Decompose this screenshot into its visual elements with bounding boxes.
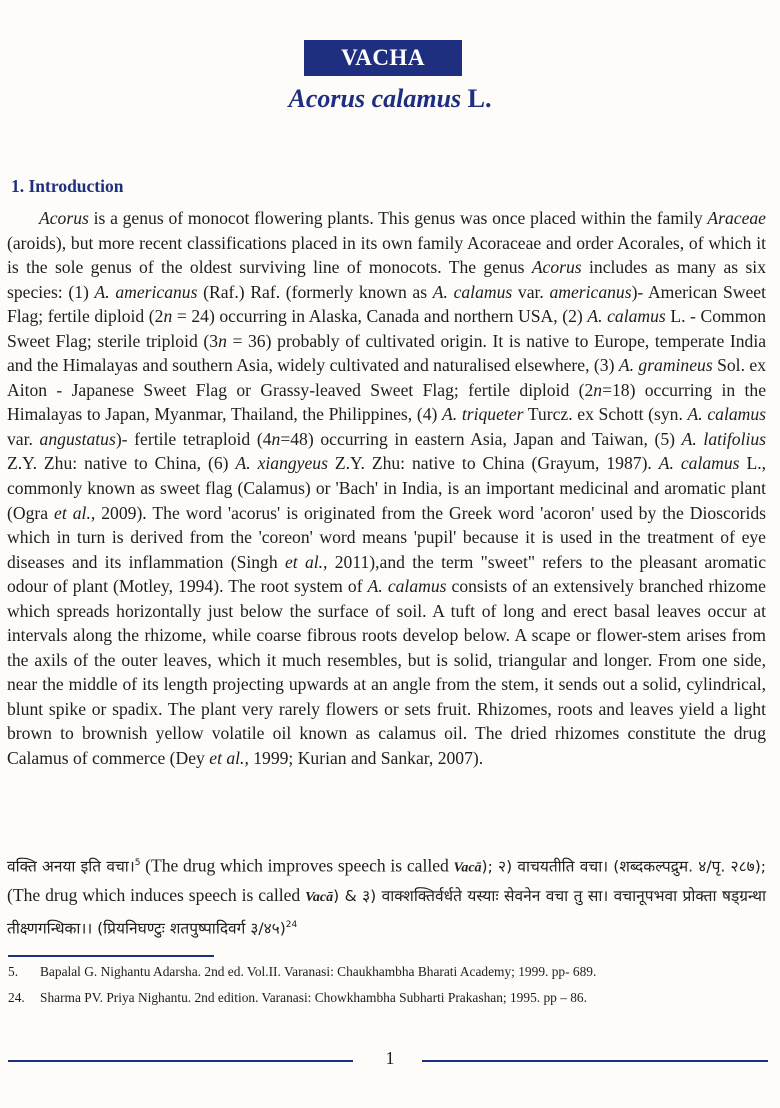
text-run: A. calamus	[687, 404, 767, 425]
botanical-name	[0, 84, 780, 114]
footnote-number: 5.	[8, 964, 19, 979]
text-run: Z.Y. Zhu: native to China (Grayum, 1987).	[327, 453, 659, 474]
text-run: A. calamus	[367, 576, 447, 597]
footnote-ref: 24	[285, 919, 298, 930]
text-run: Vacā	[305, 890, 334, 906]
text-run: Acorus	[531, 257, 582, 278]
text-run: =18) occurring in the Himalayas to Japan, Myanmar, Thailand, the Philippines, (4)	[7, 379, 766, 425]
text-run: L., commonly known as sweet flag (Calamus) or 'Bach' in India, is an important medicinal and aromatic plant (Ogra	[7, 453, 767, 523]
text-run: n	[163, 306, 173, 327]
botanical-genus: Acorus calamus	[288, 84, 462, 113]
text-run: et al.,	[209, 748, 249, 769]
text-run: A. latifolius	[681, 428, 766, 449]
text-run: L. - Common Sweet Flag; sterile triploid (3	[7, 306, 766, 351]
text-run: 2011),and the term "sweet" refers to the pleasant aromatic odour of plant (Motley, 1994). The root system of	[7, 551, 767, 597]
page-number: 1	[385, 1048, 395, 1068]
text-run: Turcz. ex Schott (syn.	[523, 404, 688, 425]
text-run: A. calamus	[658, 453, 740, 474]
page-title: VACHA	[341, 45, 425, 70]
footnote-ref: 5	[134, 858, 141, 868]
text-run: =48) occurring in eastern Asia, Japan and Taiwan, (5)	[280, 428, 682, 449]
text-run: n	[271, 428, 281, 449]
text-run: A. triqueter	[442, 404, 524, 425]
text-run: is a genus of monocot flowering plants. This genus was once placed within the family	[88, 208, 708, 228]
text-run: )- fertile tetraploid (4	[115, 428, 272, 449]
text-run: A. calamus	[587, 306, 666, 327]
text-run: n	[593, 379, 603, 400]
text-run: angustatus	[39, 428, 116, 449]
text-run: includes as many as six species: (1)	[7, 257, 766, 302]
text-run: (The drug which improves speech is called	[140, 855, 454, 876]
sanskrit-verse-paragraph	[7, 850, 766, 942]
text-run: americanus	[549, 281, 632, 302]
text-run: A. calamus	[432, 281, 513, 302]
text-run: = 36) probably of cultivated origin. It is native to Europe, temperate India and the Himalayas and southern Asia, widely cultivated and naturalised elsewhere, (3)	[7, 330, 767, 376]
text-run: 2009). The word 'acorus' is originated from the Greek word 'acoron' used by the Dioscorids which in turn is derived from the 'coreon' word means 'pupil' because it is used in the treatment of eye diseases and its inflammation (Singh	[7, 502, 767, 572]
footnote-divider	[8, 955, 214, 957]
text-run: Acorus	[39, 208, 89, 228]
text-run: var.	[512, 281, 550, 302]
text-run: A. xiangyeus	[235, 453, 328, 474]
footnote-number: 24.	[8, 990, 25, 1005]
footnote	[8, 963, 596, 981]
text-run: et al.,	[284, 551, 328, 572]
text-run: Z.Y. Zhu: native to China, (6)	[7, 453, 236, 474]
text-run: A. gramineus	[618, 355, 713, 376]
text-run: Sol. ex Aiton - Japanese Sweet Flag or Grassy-leaved Sweet Flag; fertile diploid (2	[7, 355, 766, 400]
footnote-text: Bapalal G. Nighantu Adarsha. 2nd ed. Vol.II. Varanasi: Chaukhambha Bharati Academy; 1999. pp- 689.	[40, 964, 597, 979]
footer-rule-right	[422, 1060, 768, 1062]
footnote	[8, 989, 587, 1007]
text-run: (The drug which induces speech is called	[7, 885, 306, 906]
botanical-author: L.	[467, 84, 492, 113]
sanskrit-text: ); २) वाचयतीति वचा। (शब्दकल्पद्रुम. ४/पृ. २८७);	[481, 857, 766, 876]
text-run: A. americanus	[94, 281, 198, 302]
introduction-paragraph	[7, 206, 766, 771]
text-run: Araceae	[707, 208, 766, 228]
text-run: var.	[7, 428, 40, 449]
title-banner	[304, 40, 462, 76]
text-run: )- American Sweet Flag; fertile diploid (2	[7, 281, 767, 327]
text-run: (Raf.) Raf. (formerly known as	[197, 281, 433, 302]
text-run: Vacā	[453, 860, 482, 876]
text-run: (aroids), but more recent classifications placed in its own family Acoraceae and order Acorales, of which it is the sole genus of the oldest surviving line of monocots. The genus	[7, 232, 766, 278]
sanskrit-text: वक्ति अनया इति वचा।	[7, 857, 135, 876]
text-run: n	[218, 330, 227, 351]
text-run: et al.,	[54, 502, 96, 523]
section-heading: 1. Introduction	[11, 176, 124, 196]
text-run: = 24) occurring in Alaska, Canada and northern USA, (2)	[172, 306, 588, 327]
text-run: 1999; Kurian and Sankar, 2007).	[248, 748, 484, 769]
footnote-text: Sharma PV. Priya Nighantu. 2nd edition. Varanasi: Chowkhambha Subharti Prakashan; 1995. pp – 86.	[40, 990, 587, 1005]
text-run: consists of an extensively branched rhizome which spreads horizontally just below the surface of soil. A tuft of long and erect basal leaves occur at intervals along the rhizome, while coarse fibrous roots develop below. A scape or flower-stem arises from the axils of the outer leaves, which it much resembles, but is solid, triangular and longer. From one side, near the middle of its length projecting upwards at an angle from the stem, it sends out a solid, cylindrical, blunt spike or spadix. The plant very rarely flowers or sets fruit. Rhizomes, roots and leaves yield a light brown to brownish yellow volatile oil known as calamus oil. The dried rhizomes constitute the drug Calamus of commerce (Dey	[7, 576, 766, 769]
sanskrit-text: ) & ३) वाक्शक्तिर्वर्धते यस्याः सेवनेन वचा तु सा। वचानूपभवा प्रोक्ता षड्ग्रन्था तीक्ष्णगन्धिका।। (प्रियनिघण्टुः शतपुष्पादिवर्ग ३/४५)	[7, 887, 766, 938]
